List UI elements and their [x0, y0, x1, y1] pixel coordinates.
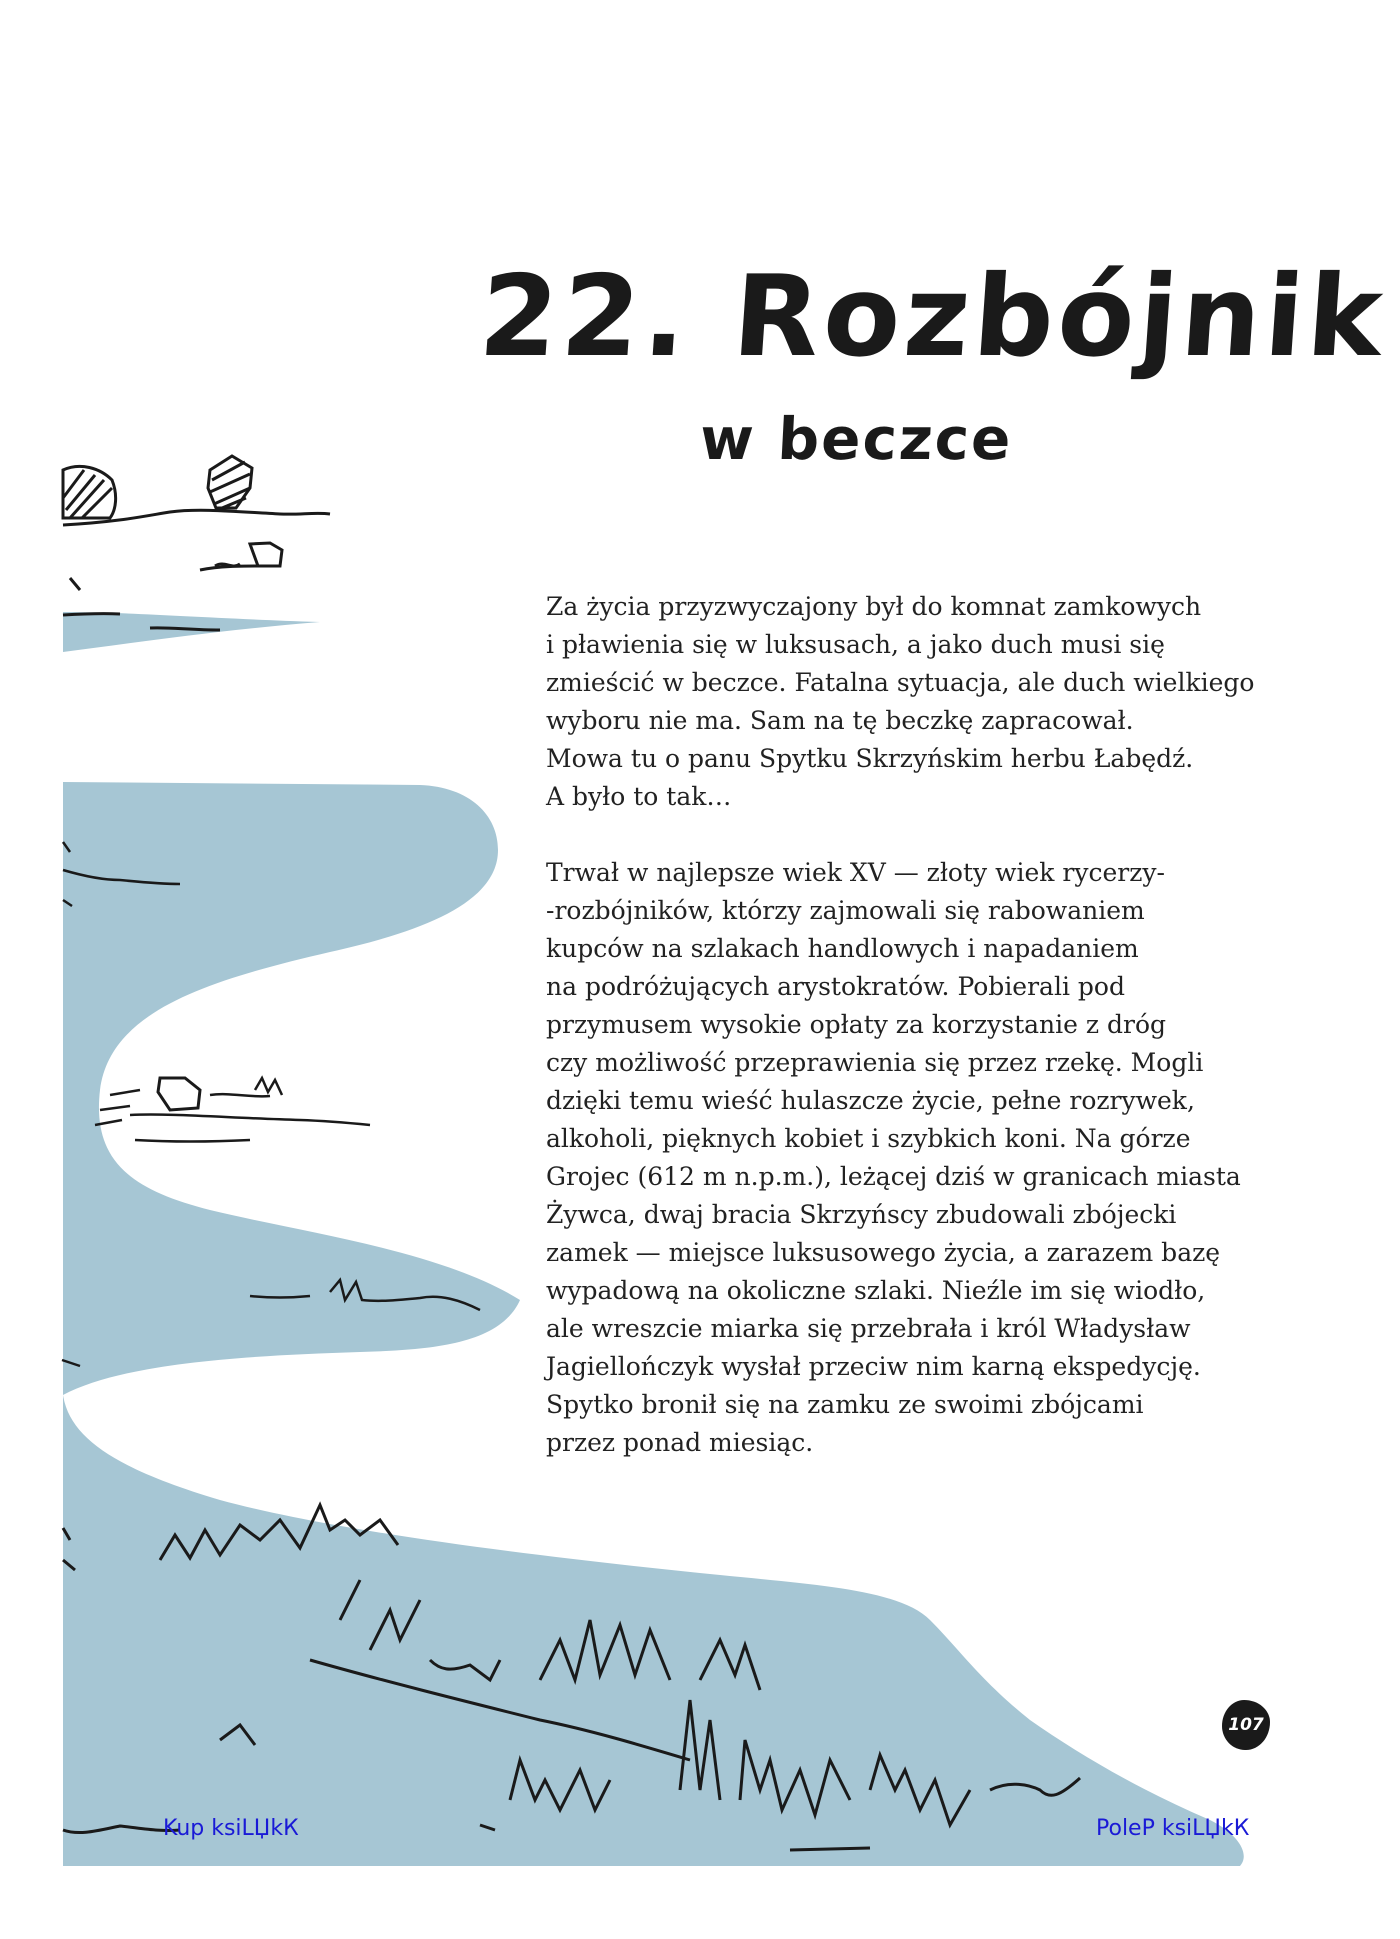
text-line: na podróżujących arystokratów. Pobierali pod — [546, 972, 1125, 1001]
text-line: wyboru nie ma. Sam na tę beczkę zapracował. — [546, 706, 1134, 735]
text-line: przez ponad miesiąc. — [546, 1428, 814, 1457]
river-top-strip — [63, 612, 320, 652]
text-line: zmieścić w beczce. Fatalna sytuacja, ale duch wielkiego — [546, 668, 1255, 697]
text-line: i pławienia się w luksusach, a jako duch musi się — [546, 630, 1165, 659]
paragraph-story — [546, 854, 1266, 1462]
chapter-title: 22. Rozbójnik — [475, 252, 1391, 382]
text-line: przymusem wysokie opłaty za korzystanie z dróg — [546, 1010, 1167, 1039]
text-line: A było to tak… — [546, 782, 732, 811]
page-number-badge: 107 — [1222, 1700, 1270, 1750]
chapter-subtitle: w beczce — [698, 405, 1015, 473]
text-line: Żywca, dwaj bracia Skrzyńscy zbudowali zbójecki — [546, 1200, 1177, 1229]
text-line: Trwał w najlepsze wiek XV — złoty wiek rycerzy- — [546, 858, 1165, 887]
text-line: Za życia przyzwyczajony był do komnat zamkowych — [546, 592, 1202, 621]
text-line: dzięki temu wieść hulaszcze życie, pełne rozrywek, — [546, 1086, 1195, 1115]
text-line: Spytko bronił się na zamku ze swoimi zbójcami — [546, 1390, 1144, 1419]
text-line: -rozbójników, którzy zajmowali się rabowaniem — [546, 896, 1145, 925]
buy-book-link[interactable]: Kup ksiLЏkК — [163, 1816, 299, 1841]
text-line: alkoholi, pięknych kobiet i szybkich koni. Na górze — [546, 1124, 1191, 1153]
text-line: wypadową na okoliczne szlaki. Nieźle im się wiodło, — [546, 1276, 1206, 1305]
paragraph-intro — [546, 588, 1266, 816]
text-line: Grojec (612 m n.p.m.), leżącej dziś w granicach miasta — [546, 1162, 1241, 1191]
text-line: ale wreszcie miarka się przebrała i król Władysław — [546, 1314, 1191, 1343]
text-line: czy możliwość przeprawienia się przez rzekę. Mogli — [546, 1048, 1204, 1077]
hatched-hills — [63, 456, 330, 630]
recommend-book-link[interactable]: PoleР ksiLЏkК — [1096, 1816, 1250, 1841]
text-line: kupców na szlakach handlowych i napadaniem — [546, 934, 1139, 963]
text-line: zamek — miejsce luksusowego życia, a zarazem bazę — [546, 1238, 1221, 1267]
text-line: Jagiellończyk wysłał przeciw nim karną ekspedycję. — [546, 1352, 1201, 1381]
text-line: Mowa tu o panu Spytku Skrzyńskim herbu Łabędź. — [546, 744, 1194, 773]
